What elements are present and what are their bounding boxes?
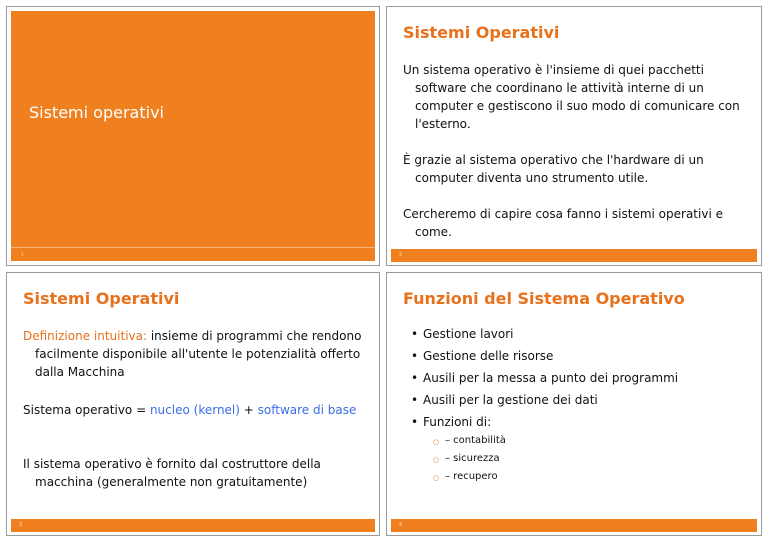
- sub-list-item: ○ – contabilità: [433, 435, 749, 447]
- slide-title: Sistemi operativi: [29, 103, 164, 122]
- slide-number: 2: [399, 252, 403, 258]
- formula-paragraph: [23, 401, 367, 419]
- list-item: • Gestione delle risorse: [411, 349, 749, 363]
- title-slide-background: [11, 11, 375, 261]
- note-paragraph: Il sistema operativo è fornito dal costruttore della macchina (generalmente non gratuitamente): [23, 457, 321, 489]
- definition-label: Definizione intuitiva:: [23, 329, 148, 343]
- slide-footer-bar: [391, 249, 757, 262]
- slide-body: [23, 327, 367, 509]
- sub-list-item: ○ – sicurezza: [433, 453, 749, 465]
- definition-paragraph: [23, 327, 367, 381]
- list-item-label: Funzioni di:: [423, 415, 492, 429]
- list-item: [411, 415, 749, 483]
- list-item: • Ausili per la gestione dei dati: [411, 393, 749, 407]
- sub-list: [433, 435, 749, 483]
- title-slide-divider: [11, 247, 375, 248]
- formula-plus: +: [239, 403, 258, 417]
- slide-heading: Sistemi Operativi: [23, 289, 180, 308]
- definition-text: insieme di programmi che rendono facilmente disponibile all'utente le potenzialità offerto dalla Macchina: [35, 329, 362, 379]
- slide-heading: Sistemi Operativi: [403, 23, 560, 42]
- slide-footer-bar: [11, 519, 375, 532]
- slide-1: [6, 6, 380, 266]
- formula-base-software: software di base: [257, 403, 357, 417]
- sub-list-item: ○ – recupero: [433, 471, 749, 483]
- slide-3: [6, 272, 380, 536]
- slide-footer-bar: [391, 519, 757, 532]
- paragraph: Un sistema operativo è l'insieme di quei pacchetti software che coordinano le attività interne di un computer e gestiscono il suo modo di comunicare con l'esterno.: [403, 63, 740, 131]
- slide-number: 3: [19, 522, 23, 528]
- slide-body: [411, 327, 749, 491]
- formula-kernel: nucleo (kernel): [149, 403, 240, 417]
- slide-heading: Funzioni del Sistema Operativo: [403, 289, 685, 308]
- slide-body: [403, 61, 749, 259]
- paragraph: Cercheremo di capire cosa fanno i sistemi operativi e come.: [403, 207, 723, 239]
- slide-4: [386, 272, 762, 536]
- slide-2: [386, 6, 762, 266]
- slide-number: 1: [21, 252, 24, 257]
- list-item: • Ausili per la messa a punto dei programmi: [411, 371, 749, 385]
- formula-lhs: Sistema operativo =: [23, 403, 150, 417]
- slide-number: 4: [399, 522, 403, 528]
- list-item: • Gestione lavori: [411, 327, 749, 341]
- bullet-list: [411, 327, 749, 483]
- paragraph: È grazie al sistema operativo che l'hardware di un computer diventa uno strumento utile.: [403, 153, 704, 185]
